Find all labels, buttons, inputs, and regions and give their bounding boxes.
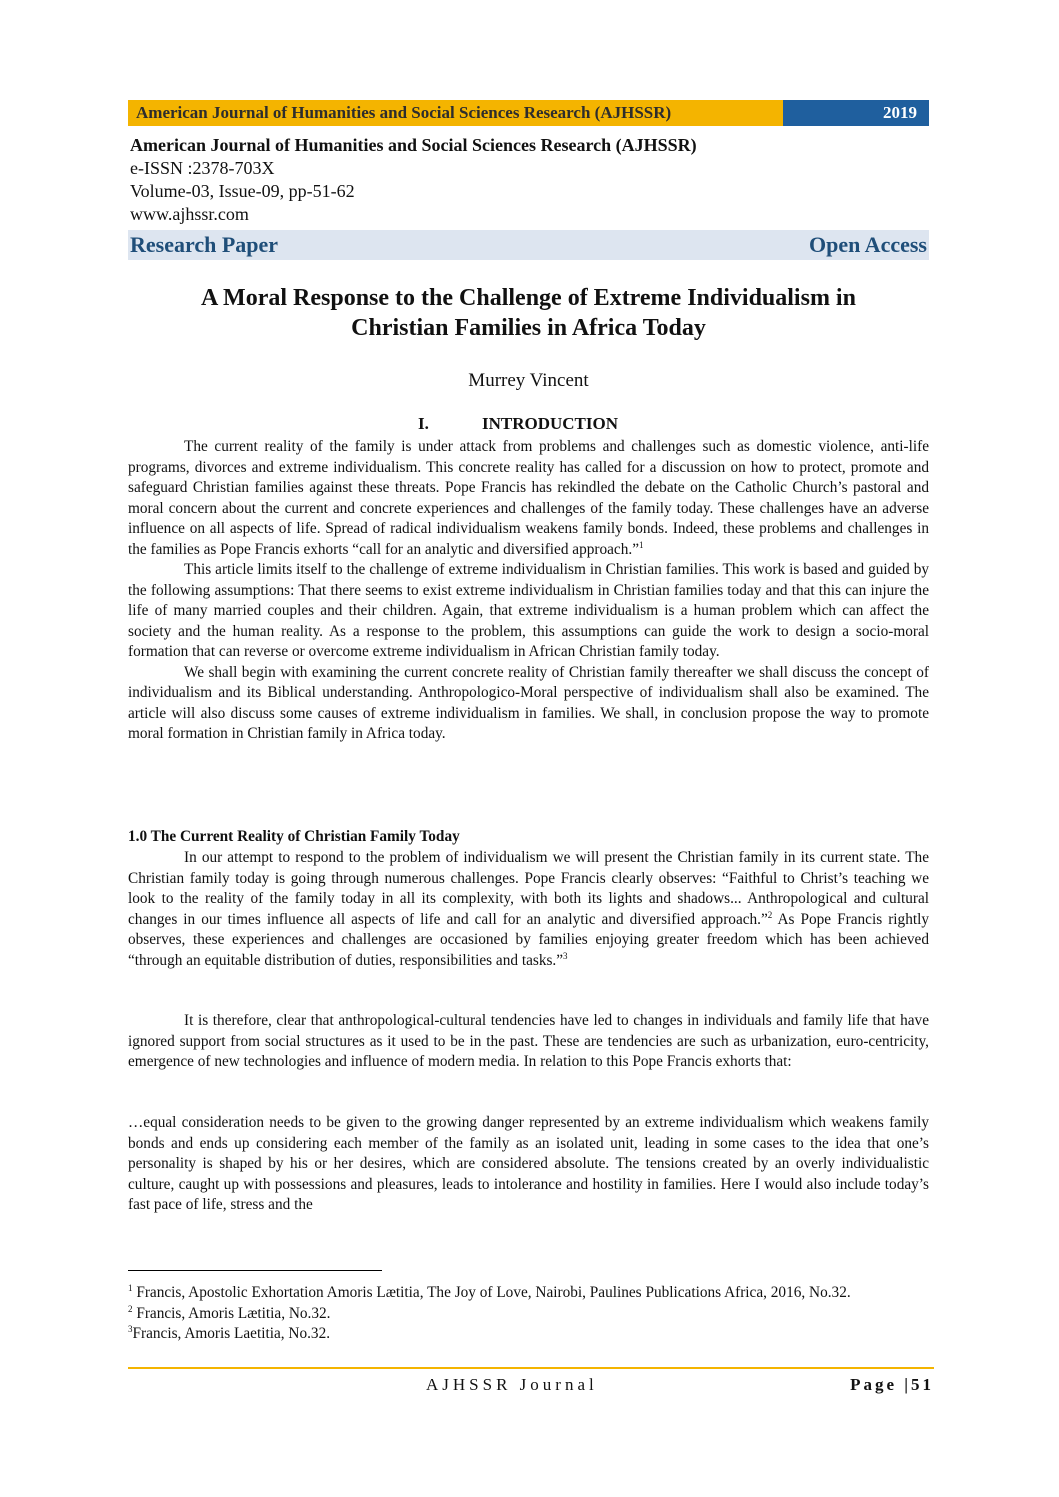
paragraph: The current reality of the family is under attack from problems and challenges such as domestic violence, anti-life programs, divorces and extreme individualism. This concrete reality has called for a discussion on how to protect, promote and safeguard Christian families against these threats. Pope Francis has rekindled the debate on the Catholic Church’s pastoral and moral concern about the current and concrete experiences and challenges of the family today. These challenges have an adverse influence on all aspects of life. Spread of radical individualism weakens family bonds. Indeed, these problems and challenges in the families as Pope Francis exhorts “call for an analytic and diversified approach.”$^1$ bbox=[128, 438, 929, 558]
introduction-body bbox=[128, 437, 929, 745]
section-number: I. bbox=[418, 414, 429, 433]
footnote-ref: 1 bbox=[638, 539, 644, 550]
author-name: Murrey Vincent bbox=[468, 370, 589, 391]
eissn: e-ISSN :2378-703X bbox=[130, 158, 275, 178]
quote-paragraph: …equal consideration needs to be given to the growing danger represented by an extreme individualism which weakens family bonds and ends up considering each member of the family as an isolated unit, leading in some cases to the idea that one’s personality is shaped by his or her desires, which are considered absolute. The tensions created by an overly individualistic culture, caught up with possessions and pleasures, leads to intolerance and hostility in families. Here I would also include today’s fast pace of life, stress and the bbox=[128, 1114, 929, 1213]
paragraph: We shall begin with examining the current concrete reality of Christian family thereafter we shall discuss the concept of individualism and its Biblical understanding. Anthropologico-Moral perspective of individualism shall also be examined. The article will also discuss some causes of extreme individualism in families. We shall, in conclusion propose the way to promote moral formation in Christian family in Africa today. bbox=[128, 663, 929, 742]
subsection-body-1 bbox=[128, 848, 929, 971]
paper-title-line-1: A Moral Response to the Challenge of Extreme Individualism in bbox=[201, 285, 856, 311]
article-type-label: Research Paper bbox=[130, 232, 279, 257]
subsection-heading: 1.0 The Current Reality of Christian Family Today bbox=[128, 828, 460, 845]
paper-title-line-2: Christian Families in Africa Today bbox=[351, 315, 706, 341]
footnote-ref: 3 bbox=[563, 950, 568, 961]
footnote-ref: 2 bbox=[767, 909, 773, 920]
article-type-bar bbox=[128, 230, 929, 260]
footnote-3: $^3$Francis, Amoris Laetitia, No.32. bbox=[128, 1323, 331, 1342]
paragraph: It is therefore, clear that anthropological-cultural tendencies have led to changes in individuals and family life that have ignored support from social structures as it used to be in the past. These are tendencies are such as urbanization, euro-centricity, emergence of new technologies and influence of modern media. In relation to this Pope Francis exhorts that: bbox=[128, 1012, 929, 1070]
page-number: Page |51 bbox=[850, 1375, 934, 1394]
paragraph: In our attempt to respond to the problem of individualism we will present the Christian family in its current state. The Christian family today is going through numerous challenges. Pope Francis clearly observes: “Faithful to Christ’s teaching we look to the reality of the family today in all its complexity, with both its lights and shadows... Anthropological and cultural changes in our times influence all aspects of life and call for an analytic and diversified approach.”$^2$ As Pope Francis rightly observes, these experiences and challenges are occasioned by families enjoying greater freedom which has been achieved “through an equitable distribution of duties, responsibilities and tasks.”$^3$ bbox=[128, 849, 929, 969]
footer-journal: AJHSSR Journal bbox=[426, 1375, 598, 1394]
journal-meta bbox=[130, 134, 930, 226]
section-label: INTRODUCTION bbox=[482, 414, 619, 433]
running-header bbox=[128, 100, 929, 126]
footnote-1: $^1$ Francis, Apostolic Exhortation Amoris Lætitia, The Joy of Love, Nairobi, Paulines Publications Africa, 2016, No.32. bbox=[128, 1282, 851, 1301]
running-header-year: 2019 bbox=[783, 100, 929, 126]
journal-website: www.ajhssr.com bbox=[130, 204, 249, 224]
running-header-journal: American Journal of Humanities and Social Sciences Research (AJHSSR) bbox=[128, 100, 783, 126]
subsection-body-2 bbox=[128, 1011, 929, 1073]
paragraph: This article limits itself to the challenge of extreme individualism in Christian families. This work is based and guided by the following assumptions: That there seems to exist extreme individualism in Christian families today and that this can injure the life of many married couples and their children. Again, that extreme individualism is a human problem which can affect the society and the human reality. As a response to the problem, this assumptions can guide the work to design a socio-moral formation that can reverse or overcome extreme individualism in African Christian family today. bbox=[128, 561, 929, 660]
footnotes bbox=[128, 1283, 929, 1345]
footnote-2: $^2$ Francis, Amoris Lætitia, No.32. bbox=[128, 1303, 331, 1322]
paper-title bbox=[128, 283, 929, 343]
open-access-label: Open Access bbox=[809, 232, 927, 257]
footer-divider bbox=[128, 1367, 934, 1369]
footnote-divider bbox=[128, 1270, 382, 1271]
block-quote bbox=[128, 1113, 929, 1216]
journal-name: American Journal of Humanities and Social Sciences Research (AJHSSR) bbox=[130, 135, 697, 155]
volume-issue: Volume-03, Issue-09, pp-51-62 bbox=[130, 181, 355, 201]
